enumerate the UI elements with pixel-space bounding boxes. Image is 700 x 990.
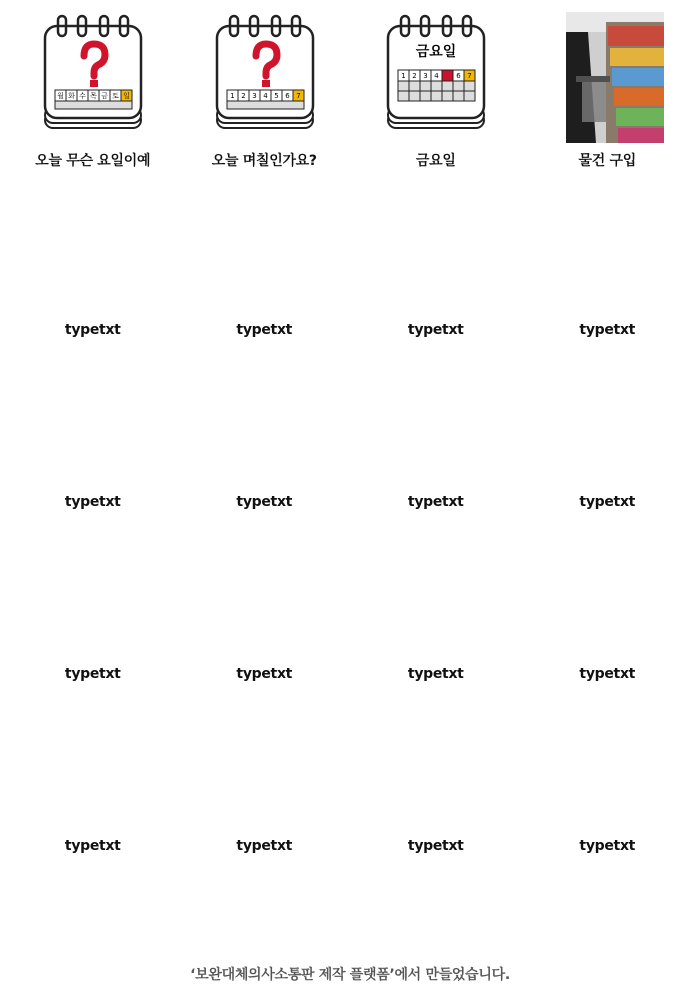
svg-text:7: 7 — [467, 72, 472, 80]
cell-label: typetxt — [407, 666, 464, 682]
board-cell[interactable] — [350, 172, 522, 344]
board-cell[interactable] — [179, 688, 351, 860]
board-cell[interactable] — [522, 688, 694, 860]
board-cell[interactable] — [7, 516, 179, 688]
board-cell[interactable] — [350, 688, 522, 860]
svg-text:1: 1 — [229, 92, 235, 100]
cell-label: typetxt — [579, 322, 636, 338]
board-cell[interactable] — [350, 516, 522, 688]
cell-label: typetxt — [236, 838, 293, 854]
cell-label: typetxt — [64, 494, 121, 510]
board-cell[interactable] — [522, 344, 694, 516]
card-shopping[interactable] — [522, 0, 694, 172]
svg-text:일: 일 — [123, 92, 130, 100]
svg-text:목: 목 — [90, 92, 97, 100]
calendar-friday-icon — [386, 12, 486, 143]
svg-text:7: 7 — [295, 92, 301, 100]
svg-text:1: 1 — [401, 72, 406, 80]
calendar-question-dates-icon — [215, 12, 315, 143]
board-cell[interactable] — [350, 344, 522, 516]
footer-credit: ‘보완대체의사소통판 제작 플랫폼’에서 만들었습니다. — [190, 967, 510, 983]
cell-label: typetxt — [579, 494, 636, 510]
board-cell[interactable] — [179, 344, 351, 516]
card-label: 물건 구입 — [578, 153, 636, 169]
cell-label: typetxt — [407, 494, 464, 510]
board-cell[interactable] — [7, 344, 179, 516]
svg-text:6: 6 — [456, 72, 461, 80]
card-label: 오늘 무슨 요일이예 — [35, 153, 151, 169]
card-friday[interactable] — [350, 0, 522, 172]
svg-text:수: 수 — [79, 92, 86, 100]
cell-label: typetxt — [579, 666, 636, 682]
cell-label: typetxt — [579, 838, 636, 854]
cell-label: typetxt — [64, 666, 121, 682]
card-label: 금요일 — [415, 153, 456, 169]
board-cell[interactable] — [179, 172, 351, 344]
cell-label: typetxt — [64, 838, 121, 854]
cell-label: typetxt — [236, 494, 293, 510]
card-weekday-question[interactable] — [7, 0, 179, 172]
friday-header-text: 금요일 — [415, 44, 457, 60]
board-cell[interactable] — [522, 172, 694, 344]
svg-text:3: 3 — [251, 92, 257, 100]
card-label: 오늘 며칠인가요? — [211, 153, 317, 169]
shopping-photo — [566, 12, 664, 143]
board-cell[interactable] — [179, 516, 351, 688]
cell-label: typetxt — [236, 322, 293, 338]
cell-label: typetxt — [407, 322, 464, 338]
card-date-question[interactable] — [179, 0, 351, 172]
svg-text:화: 화 — [68, 92, 75, 100]
svg-text:3: 3 — [423, 72, 428, 80]
svg-text:2: 2 — [412, 72, 417, 80]
aac-board-grid — [7, 0, 693, 860]
svg-text:금: 금 — [101, 92, 108, 100]
svg-text:4: 4 — [262, 92, 268, 100]
svg-text:4: 4 — [434, 72, 439, 80]
calendar-question-weekdays-icon — [43, 12, 143, 143]
cell-label: typetxt — [407, 838, 464, 854]
svg-text:5: 5 — [273, 92, 279, 100]
svg-text:2: 2 — [240, 92, 246, 100]
svg-text:월: 월 — [57, 92, 64, 100]
svg-text:토: 토 — [112, 92, 119, 100]
board-cell[interactable] — [7, 172, 179, 344]
cell-label: typetxt — [64, 322, 121, 338]
cell-label: typetxt — [236, 666, 293, 682]
board-cell[interactable] — [7, 688, 179, 860]
board-cell[interactable] — [522, 516, 694, 688]
svg-text:6: 6 — [284, 92, 290, 100]
